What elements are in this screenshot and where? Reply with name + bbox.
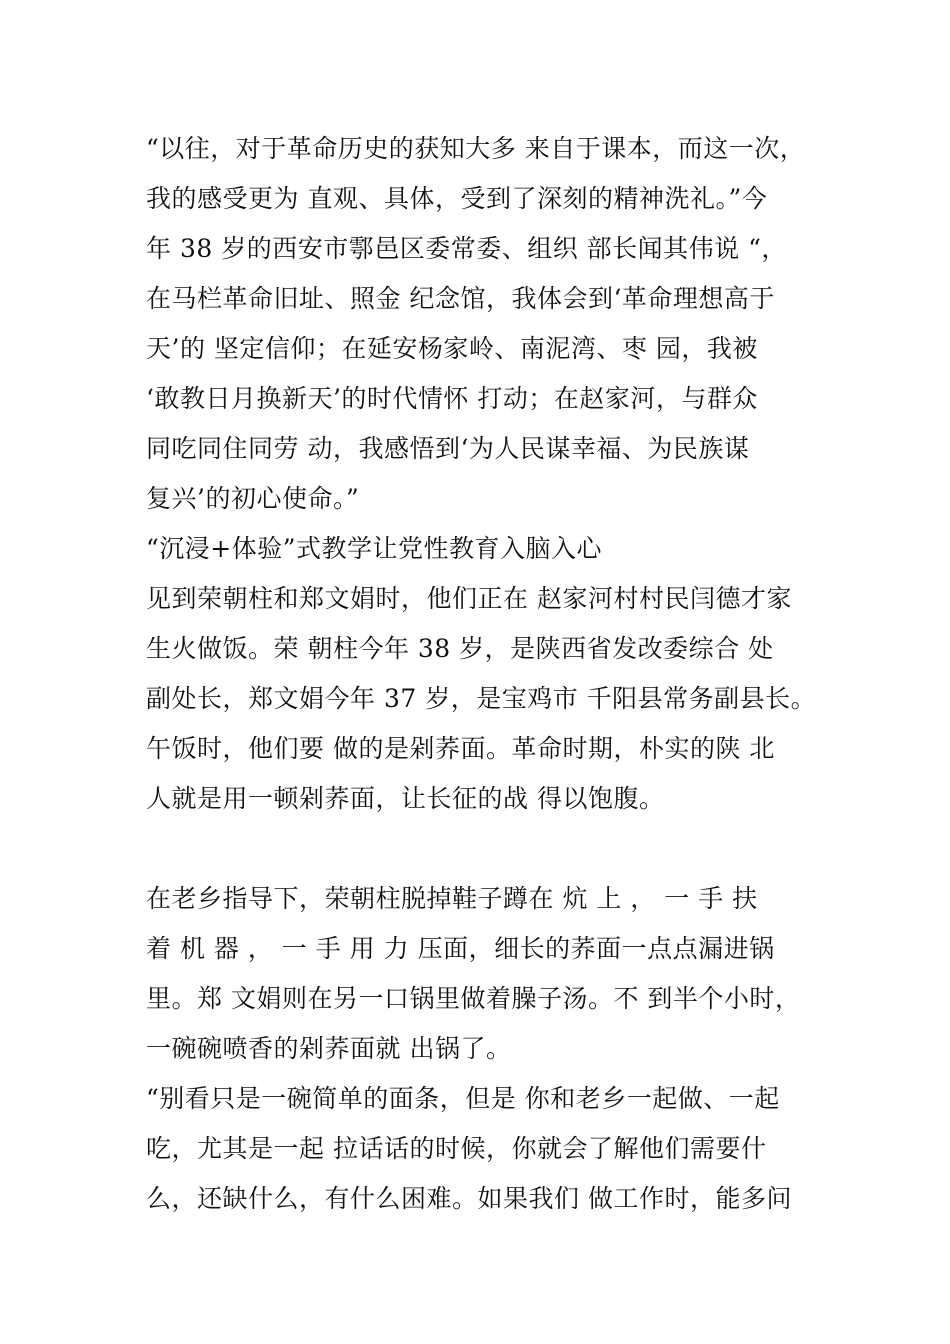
text-line: 吃，尤其是一起 拉话话的时候，你就会了解他们需要什 [146, 1134, 767, 1163]
text-line: ‘敢教日月换新天’的时代情怀 打动；在赵家河，与群众 [146, 384, 758, 413]
text-line: 同吃同住同劳 动，我感悟到‘为人民谋幸福、为民族谋 [146, 434, 750, 463]
text-line: 人就是用一顿剁荞面，让长征的战 得以饱腹。 [146, 784, 665, 813]
text-line: 复兴’的初心使命。” [146, 484, 360, 513]
text-line: 在马栏革命旧址、照金 纪念馆，我体会到‘革命理想高于 [146, 284, 775, 313]
text-line: 生火做饭。荣 朝柱今年 38 岁，是陕西省发改委综合 处 [146, 634, 774, 663]
text-line: “别看只是一碗简单的面条，但是 你和老乡一起做、一起 [146, 1084, 780, 1113]
text-line: 见到荣朝柱和郑文娟时，他们正在 赵家河村村民闫德才家 [146, 584, 792, 613]
text-line: 在老乡指导下，荣朝柱脱掉鞋子蹲在 炕 上 ， 一 手 扶 [146, 884, 758, 913]
text-line: 我的感受更为 直观、具体，受到了深刻的精神洗礼。”今 [146, 184, 768, 213]
text-line: “以往，对于革命历史的获知大多 来自于课本，而这一次， [146, 134, 806, 163]
text-line: 里。郑 文娟则在另一口锅里做着臊子汤。不 到半个小时， [146, 984, 801, 1013]
text-line: 午饭时，他们要 做的是剁荞面。革命时期，朴实的陕 北 [146, 734, 775, 763]
section-heading: “沉浸+体验”式教学让党性教育入脑入心 [146, 534, 603, 563]
text-line: 天’的 坚定信仰；在延安杨家岭、南泥湾、枣 园，我被 [146, 334, 758, 363]
text-line: 么，还缺什么，有什么困难。如果我们 做工作时，能多问 [146, 1184, 792, 1213]
text-line: 年 38 岁的西安市鄠邑区委常委、组织 部长闻其伟说 “， [146, 234, 787, 263]
text-line: 一碗碗喷香的剁荞面就 出锅了。 [146, 1034, 512, 1063]
text-line: 副处长，郑文娟今年 37 岁，是宝鸡市 千阳县常务副县长。 [146, 684, 817, 713]
text-line: 着 机 器 ， 一 手 用 力 压面，细长的荞面一点点漏进锅 [146, 934, 775, 963]
